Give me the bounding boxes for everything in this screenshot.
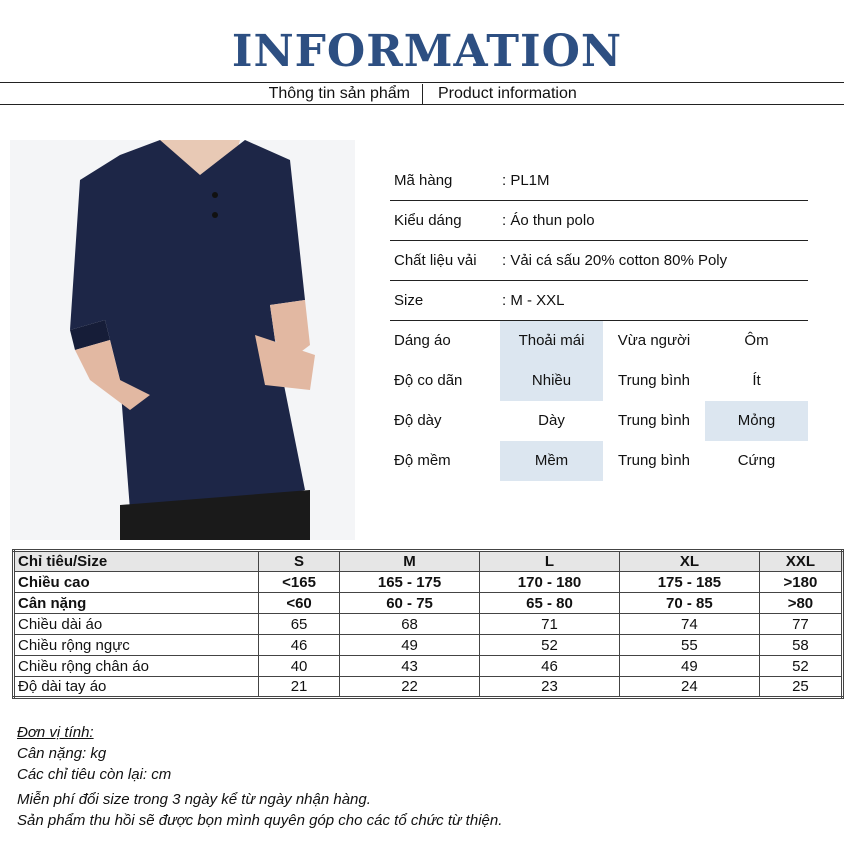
table-row (14, 656, 843, 677)
table-cell: 175 - 185 (619, 572, 759, 593)
size-chart-table (12, 549, 844, 699)
info-row-size (390, 281, 808, 321)
row-label: Cân nặng (14, 593, 259, 614)
row-label: Chiều dài áo (14, 614, 259, 635)
table-cell: 68 (340, 614, 480, 635)
table-cell: 65 (259, 614, 340, 635)
attribute-row-fit (390, 321, 808, 361)
info-row-code (390, 161, 808, 201)
table-cell: 65 - 80 (480, 593, 620, 614)
subtitle-vi: Thông tin sản phẩm (268, 85, 410, 102)
table-cell: 58 (759, 635, 842, 656)
table-cell: 49 (340, 635, 480, 656)
info-label: Kiểu dáng (394, 212, 462, 229)
table-cell: M (340, 551, 480, 572)
product-photo (10, 140, 355, 540)
attribute-row-thickness (390, 401, 808, 441)
info-value: : Áo thun polo (502, 212, 595, 229)
table-header-row (14, 551, 843, 572)
info-label: Mã hàng (394, 172, 453, 189)
table-cell: 170 - 180 (480, 572, 620, 593)
attribute-option: Trung bình (618, 372, 690, 389)
table-cell: 165 - 175 (340, 572, 480, 593)
attribute-option: Cứng (737, 452, 776, 469)
divider (0, 82, 844, 83)
table-cell: 22 (340, 677, 480, 698)
attribute-label: Độ co dãn (394, 372, 463, 389)
table-cell: XL (619, 551, 759, 572)
info-row-style (390, 201, 808, 241)
info-row-material (390, 241, 808, 281)
table-cell: 70 - 85 (619, 593, 759, 614)
table-cell: 40 (259, 656, 340, 677)
table-cell: L (480, 551, 620, 572)
table-cell: 60 - 75 (340, 593, 480, 614)
info-label: Chất liệu vải (394, 252, 477, 269)
charity-note: Sản phẩm thu hồi sẽ được bọn mình quyên góp cho các tổ chức từ thiện. (17, 812, 503, 829)
info-value: : M - XXL (502, 292, 565, 309)
divider (422, 84, 423, 104)
table-cell: 25 (759, 677, 842, 698)
row-label: Độ dài tay áo (14, 677, 259, 698)
table-row (14, 635, 843, 656)
divider (0, 104, 844, 105)
table-row (14, 677, 843, 698)
attribute-option: Vừa người (617, 332, 691, 349)
info-label: Size (394, 292, 424, 309)
table-cell: 77 (759, 614, 842, 635)
subtitle-bar (0, 84, 844, 104)
exchange-note: Miễn phí đổi size trong 3 ngày kể từ ngày nhận hàng. (17, 791, 371, 808)
subtitle-en: Product information (438, 85, 577, 102)
row-label: Chiều rộng chân áo (14, 656, 259, 677)
table-cell: <60 (259, 593, 340, 614)
attribute-option-selected: Thoải mái (500, 321, 603, 361)
table-cell: 23 (480, 677, 620, 698)
table-cell: >180 (759, 572, 842, 593)
table-cell: 55 (619, 635, 759, 656)
attribute-option: Trung bình (618, 452, 690, 469)
table-cell: <165 (259, 572, 340, 593)
attribute-option: Dày (538, 412, 565, 429)
attribute-label: Độ mềm (394, 452, 451, 469)
attribute-option-selected: Nhiều (500, 361, 603, 401)
info-value: : Vải cá sấu 20% cotton 80% Poly (502, 252, 728, 269)
attribute-option-selected: Mỏng (705, 401, 808, 441)
attribute-row-stretch (390, 361, 808, 401)
notes (17, 722, 502, 831)
table-cell: >80 (759, 593, 842, 614)
unit-title: Đơn vị tính: (17, 724, 94, 741)
table-row (14, 614, 843, 635)
unit-weight: Cân nặng: kg (17, 745, 107, 762)
table-cell: 46 (480, 656, 620, 677)
product-info-table (390, 161, 808, 481)
info-value: : PL1M (502, 172, 550, 189)
attribute-label: Dáng áo (394, 332, 451, 349)
row-label: Chiều rộng ngực (14, 635, 259, 656)
table-cell: 74 (619, 614, 759, 635)
table-cell: 46 (259, 635, 340, 656)
table-cell: S (259, 551, 340, 572)
attribute-option: Trung bình (618, 412, 690, 429)
table-cell: 24 (619, 677, 759, 698)
table-cell: 52 (480, 635, 620, 656)
attribute-option-selected: Mềm (500, 441, 603, 481)
page-title: INFORMATION (231, 26, 623, 77)
row-label: Chiều cao (14, 572, 259, 593)
table-cell: 71 (480, 614, 620, 635)
unit-other: Các chỉ tiêu còn lại: cm (17, 766, 172, 783)
attribute-option: Ôm (744, 332, 769, 349)
table-row (14, 593, 843, 614)
table-cell: 43 (340, 656, 480, 677)
table-cell: XXL (759, 551, 842, 572)
table-cell: 49 (619, 656, 759, 677)
table-cell: 21 (259, 677, 340, 698)
attribute-row-softness (390, 441, 808, 481)
row-label: Chỉ tiêu/Size (14, 551, 259, 572)
attribute-option: Ít (752, 372, 761, 389)
table-row (14, 572, 843, 593)
table-cell: 52 (759, 656, 842, 677)
attribute-label: Độ dày (394, 412, 442, 429)
